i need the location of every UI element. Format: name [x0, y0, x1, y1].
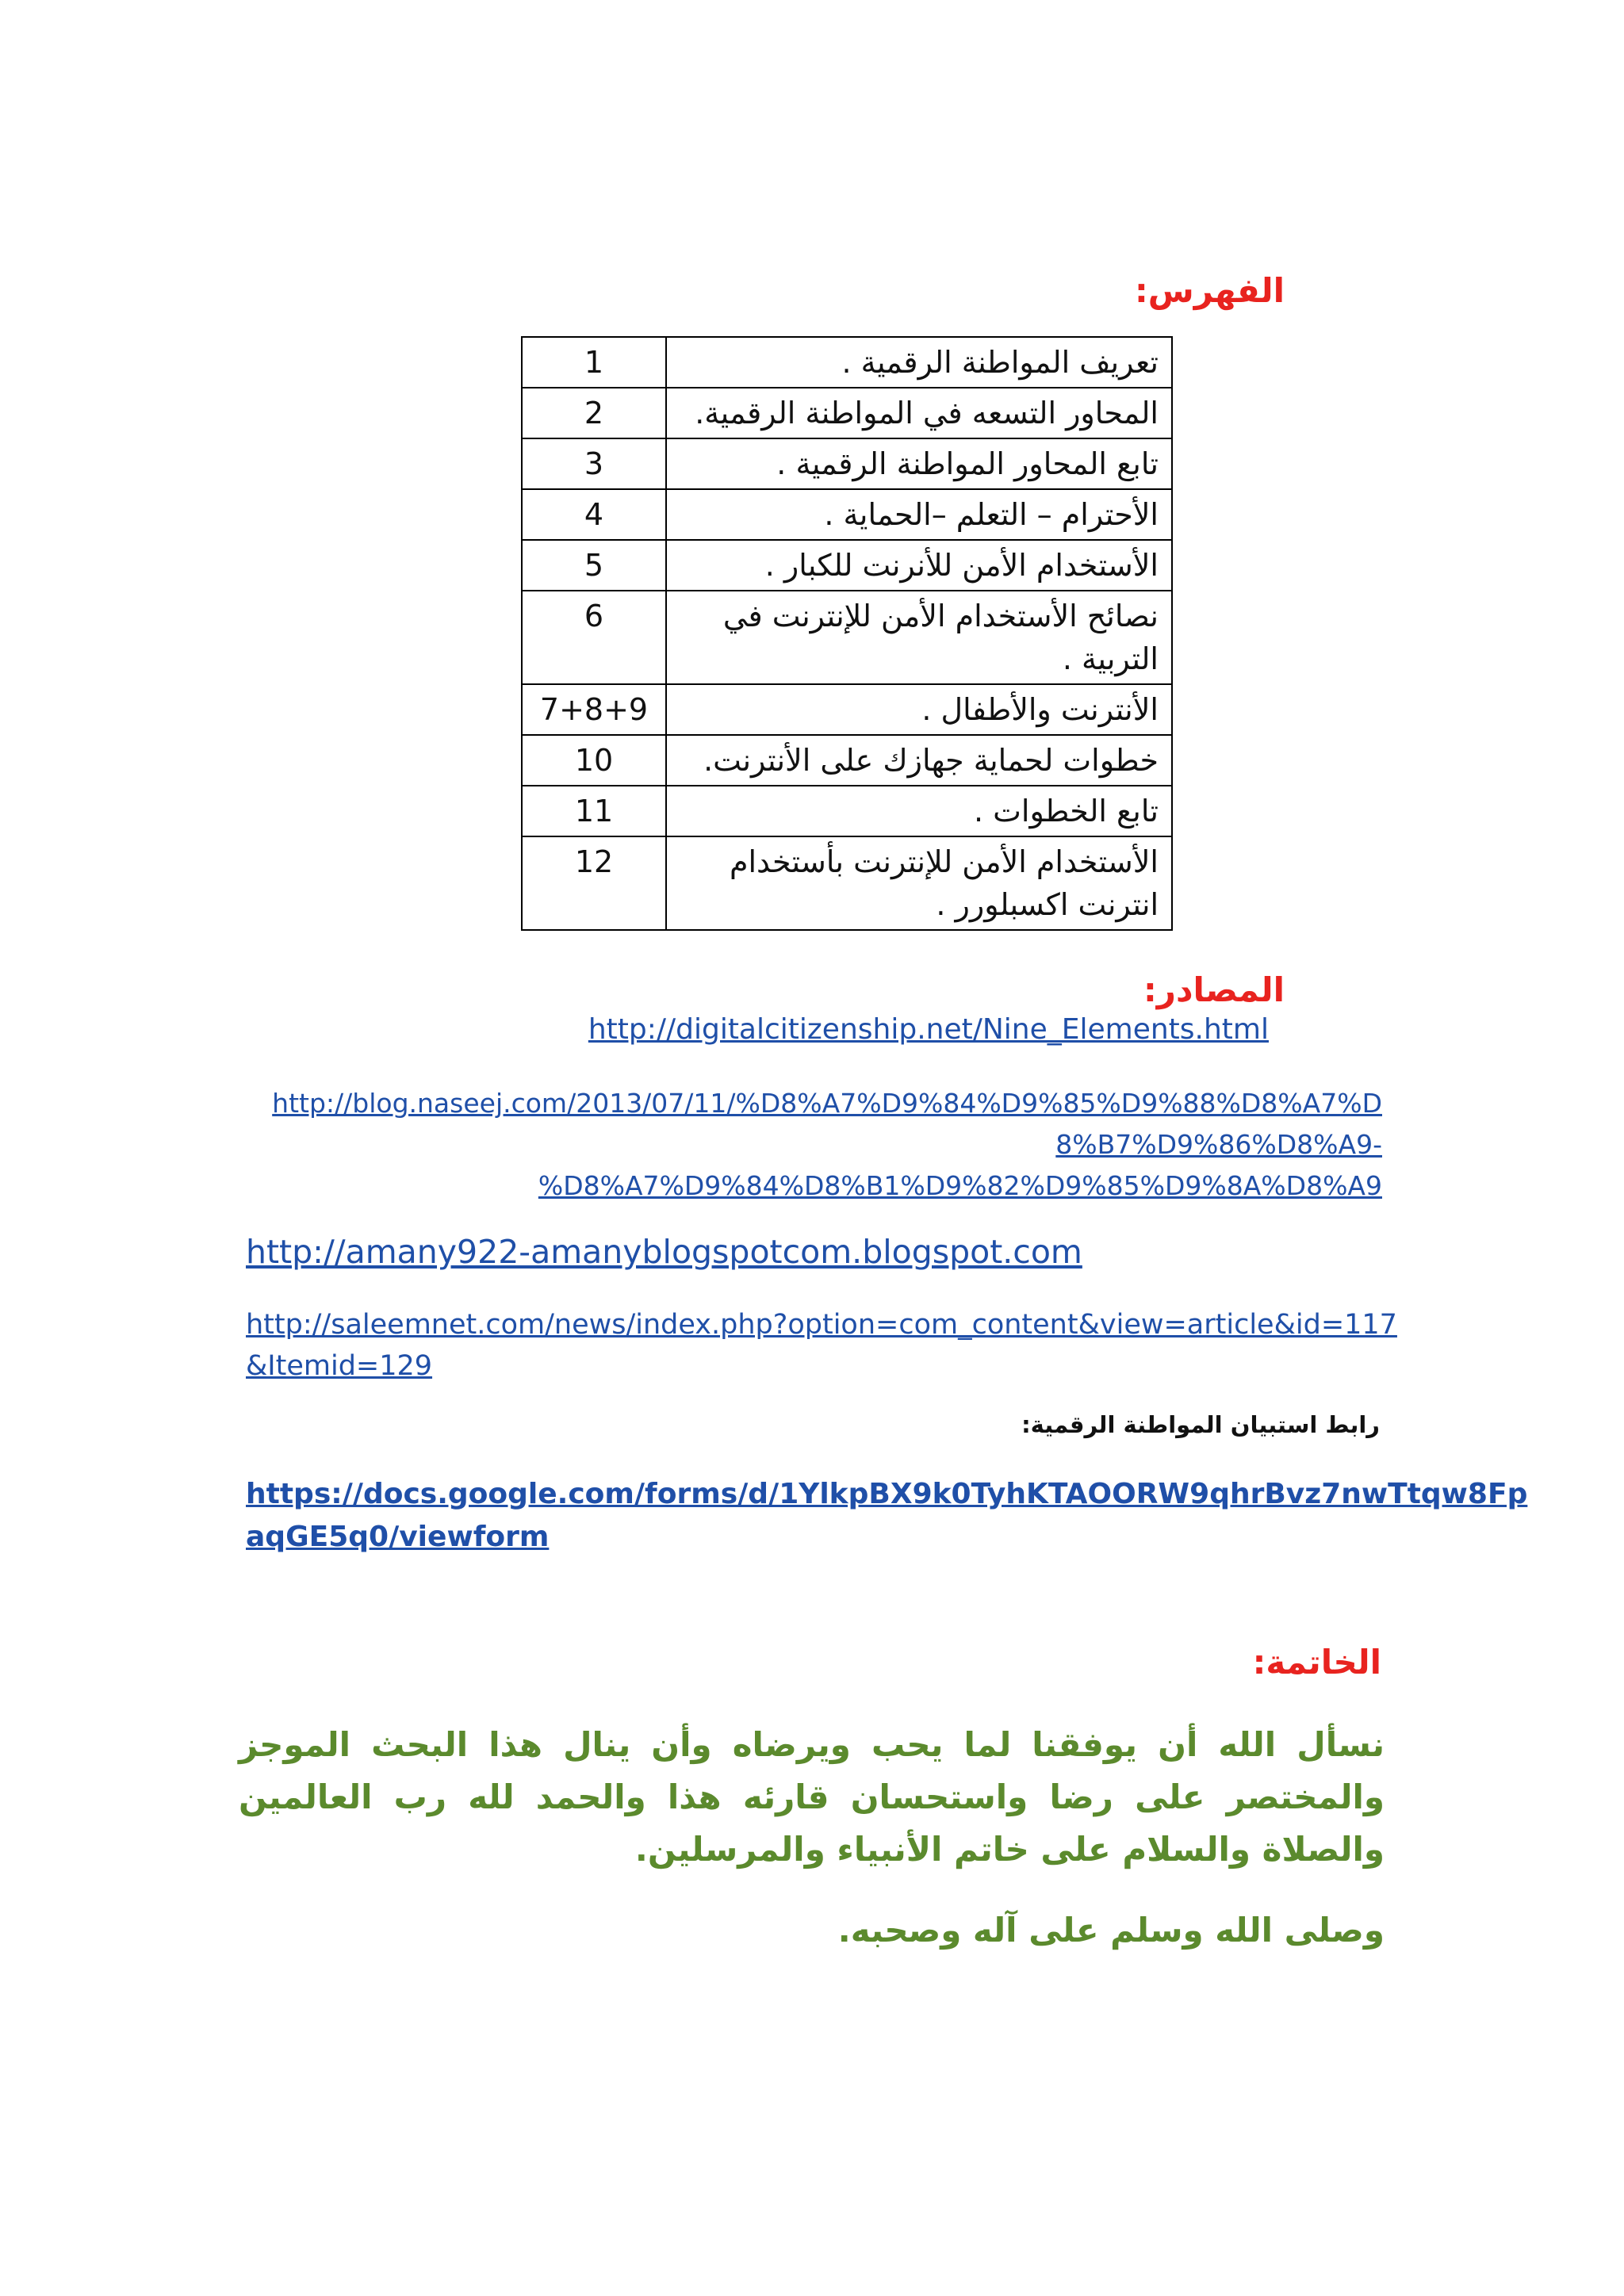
table-row	[522, 684, 1172, 735]
toc-row-text: الأنترنت والأطفال .	[666, 684, 1172, 735]
link-line: http://saleemnet.com/news/index.php?option=com_content&view=article&id=117	[246, 1309, 1397, 1341]
toc-row-text: المحاور التسعه في المواطنة الرقمية.	[666, 388, 1172, 438]
toc-row-number: 7+8+9	[522, 684, 666, 735]
link-line: &Itemid=129	[246, 1350, 433, 1382]
toc-row-text: تابع المحاور المواطنة الرقمية .	[666, 438, 1172, 489]
toc-row-number: 6	[522, 591, 666, 684]
toc-heading: الفهرس:	[1135, 271, 1285, 310]
toc-row-number: 12	[522, 836, 666, 930]
table-row	[522, 489, 1172, 540]
toc-row-text: تابع الخطوات .	[666, 786, 1172, 836]
toc-row-text: الأحترام – التعلم –الحماية .	[666, 489, 1172, 540]
table-row	[522, 836, 1172, 930]
link-line: %D8%A7%D9%84%D8%B1%D9%82%D9%85%D9%8A%D8%A9	[538, 1170, 1382, 1201]
link-line: aqGE5q0/viewform	[246, 1521, 550, 1553]
table-row	[522, 388, 1172, 438]
table-row	[522, 337, 1172, 388]
toc-row-number: 3	[522, 438, 666, 489]
source-link-digitalcitizenship[interactable]: http://digitalcitizenship.net/Nine_Elements.html	[588, 1013, 1269, 1046]
link-line: https://docs.google.com/forms/d/1YlkpBX9k0TyhKTAOORW9qhrBvz7nwTtqw8Fp	[246, 1478, 1528, 1510]
toc-row-number: 1	[522, 337, 666, 388]
survey-link[interactable]	[246, 1473, 1527, 1559]
toc-row-number: 10	[522, 735, 666, 786]
toc-row-number: 5	[522, 540, 666, 591]
toc-row-text: خطوات لحماية جهازك على الأنترنت.	[666, 735, 1172, 786]
toc-row-number: 2	[522, 388, 666, 438]
table-row	[522, 438, 1172, 489]
toc-row-text: نصائح الأستخدام الأمن للإنترنت في التربية .	[666, 591, 1172, 684]
link-line: http://blog.naseej.com/2013/07/11/%D8%A7%D9%84%D9%85%D9%88%D8%A7%D	[272, 1088, 1382, 1119]
link-line: 8%B7%D9%86%D8%A9-	[1055, 1129, 1382, 1160]
conclusion-heading: الخاتمة:	[1252, 1643, 1381, 1682]
table-row	[522, 591, 1172, 684]
toc-row-number: 4	[522, 489, 666, 540]
toc-row-number: 11	[522, 786, 666, 836]
conclusion-closing: وصلى الله وسلم على آله وصحبه.	[837, 1911, 1385, 1950]
table-row	[522, 786, 1172, 836]
toc-table	[521, 336, 1173, 931]
toc-row-text: الأستخدام الأمن للإنترنت بأستخدام انترنت اكسبلورر .	[666, 836, 1172, 930]
toc-row-text: الأستخدام الأمن للأنرنت للكبار .	[666, 540, 1172, 591]
toc-row-text: تعريف المواطنة الرقمية .	[666, 337, 1172, 388]
source-link-saleemnet[interactable]	[246, 1304, 1397, 1387]
survey-label: رابط استبيان المواطنة الرقمية:	[1021, 1411, 1380, 1438]
table-row	[522, 540, 1172, 591]
source-link-naseej[interactable]	[272, 1083, 1382, 1207]
conclusion-paragraph: نسأل الله أن يوفقنا لما يحب ويرضاه وأن ينال هذا البحث الموجز والمختصر على رضا واستحسان قارئه هذا والحمد لله رب العالمين والصلاة والسلام على خاتم الأنبياء والمرسلين.	[239, 1725, 1385, 1869]
table-row	[522, 735, 1172, 786]
sources-heading: المصادر:	[1143, 970, 1285, 1009]
source-link-blogspot[interactable]: http://amany922-amanyblogspotcom.blogspot.com	[246, 1233, 1082, 1271]
